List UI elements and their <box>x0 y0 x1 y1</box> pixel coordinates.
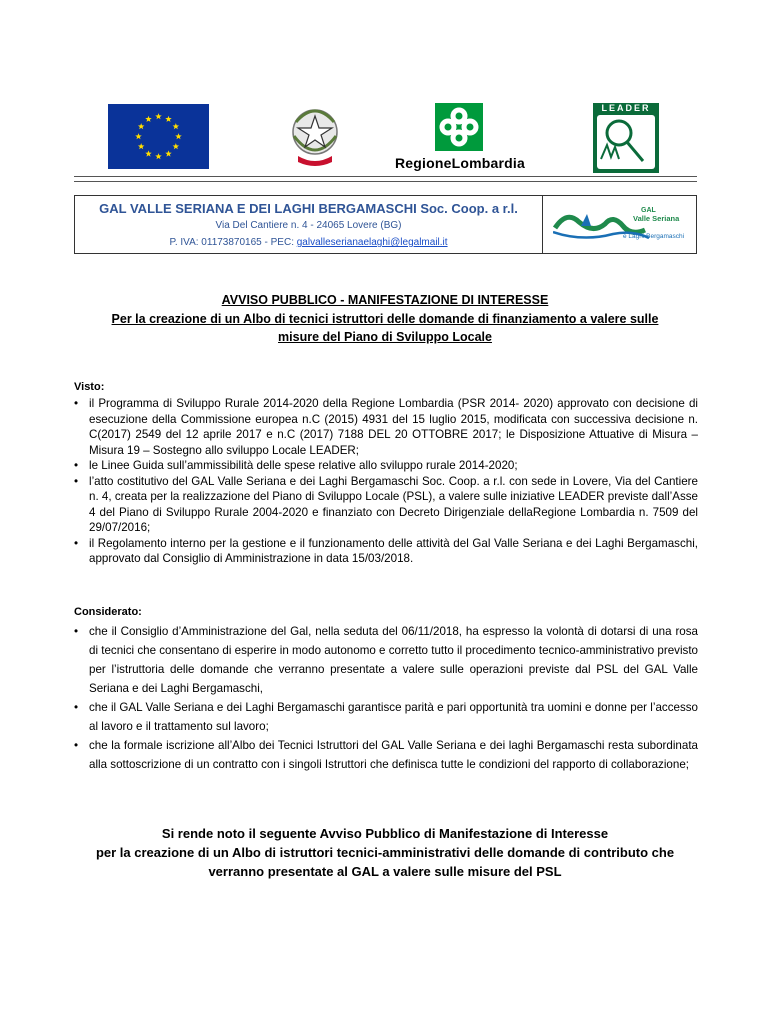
closing-line1: Si rende noto il seguente Avviso Pubblico di Manifestazione di Interesse <box>161 826 609 841</box>
visto-list <box>74 396 698 567</box>
list-item: • che il GAL Valle Seriana e dei Laghi Bergamaschi garantisce parità e pari opportunità tra uomini e donne per l’accesso al lavoro e il trattamento sul lavoro; <box>74 698 698 736</box>
list-item: • il Programma di Sviluppo Rurale 2014-2020 della Regione Lombardia (PSR 2014- 2020) approvato con decisione di esecuzione della Commissione europea n.C (2015) 4931 del 15 luglio 2015, modificata con successiva decisione n. C(2017) 2549 del 12 aprile 2017 e n.C (2017) 7188 DEL 20 OTTOBRE 2017; le Disposizione Attuative di Misura – Misura 19 – Sostegno allo sviluppo Locale LEADER; <box>74 396 698 458</box>
list-item: • che la formale iscrizione all’Albo dei Tecnici Istruttori del GAL Valle Seriana e dei laghi Bergamaschi resta subordinata alla sottoscrizione di un contratto con i singoli Istruttori che definisca tutte le condizioni del rapporto di collaborazione; <box>74 736 698 774</box>
notice-subtitle-line2: misure del Piano di Sviluppo Locale <box>278 330 492 344</box>
list-item: • che il Consiglio d’Amministrazione del Gal, nella seduta del 06/11/2018, ha espresso la volontà di dotarsi di una rosa di tecnici che consentano di esperire in modo autonomo e corretto tutto il procedimento tecnico-amministrativo previsto per l’istruttoria delle domande che verranno presentate a valere sulle operazioni previste dal PSL del GAL Valle Seriana e dei Laghi Bergamaschi, <box>74 622 698 698</box>
eu-star-icon <box>173 123 179 129</box>
lombardia-wordmark: RegioneLombardia <box>395 155 525 171</box>
gal-header-box <box>74 195 697 254</box>
visto-label: Visto: <box>74 381 105 393</box>
eu-star-icon <box>155 113 161 119</box>
considerato-list <box>74 622 698 774</box>
closing-line3: verranno presentate al GAL a valere sulle misure del PSL <box>208 864 562 879</box>
closing-line2: per la creazione di un Albo di istruttori tecnici-amministrativi delle domande di contributo che <box>95 845 675 860</box>
lombardia-cross-icon <box>435 103 483 151</box>
header-rule-top <box>74 176 697 177</box>
leader-label: LEADER <box>601 103 651 113</box>
eu-star-icon <box>155 153 161 159</box>
leader-emblem-icon <box>597 115 655 169</box>
eu-flag-icon <box>108 104 209 169</box>
header-divider <box>542 196 543 253</box>
eu-star-icon <box>175 133 181 139</box>
eu-star-icon <box>145 116 151 122</box>
eu-star-icon <box>138 123 144 129</box>
leader-logo <box>593 103 659 173</box>
gal-logo-line1: GAL <box>641 207 656 214</box>
italian-republic-emblem-icon <box>284 102 346 170</box>
gal-logo-line2: Valle Seriana <box>633 214 680 223</box>
list-item: • il Regolamento interno per la gestione e il funzionamento delle attività del Gal Valle Seriana e dei Laghi Bergamaschi, approvato dal Consiglio di Amministrazione in data 15/03/2018. <box>74 536 698 567</box>
gal-pec-link[interactable]: galvalleserianaelaghi@legalmail.it <box>296 237 448 248</box>
eu-star-icon <box>173 143 179 149</box>
sail-icon <box>581 214 591 226</box>
list-item: • l’atto costitutivo del GAL Valle Seriana e dei Laghi Bergamaschi Soc. Coop. a r.l. con sede in Lovere, Via del Cantiere n. 4, creata per la realizzazione del Piano di Sviluppo Locale (PSL), a valere sulle iniziative LEADER previste dall’Asse 4 del Piano di Sviluppo Rurale 2004-2020 e finanziato con Decreto Dirigenziale dellaRegione Lombardia n. 7509 del 29/07/2016; <box>74 474 698 536</box>
notice-title: AVVISO PUBBLICO - MANIFESTAZIONE DI INTERESSE <box>221 293 549 307</box>
eu-stars <box>108 104 209 169</box>
regione-lombardia-logo <box>390 103 530 173</box>
gal-piva-pec <box>75 237 542 248</box>
gal-logo-line3: e Laghi Bergamaschi <box>623 233 685 240</box>
header-rule-bottom <box>74 181 697 182</box>
list-item: • le Linee Guida sull’ammissibilità delle spese relative allo sviluppo rurale 2014-2020; <box>74 458 698 474</box>
notice-subtitle-line1: Per la creazione di un Albo di tecnici istruttori delle domande di finanziamento a valere sulle <box>111 312 659 326</box>
eu-star-icon <box>135 133 141 139</box>
eu-star-icon <box>165 116 171 122</box>
gal-address: Via Del Cantiere n. 4 - 24065 Lovere (BG) <box>215 220 402 231</box>
eu-star-icon <box>165 150 171 156</box>
gal-piva: P. IVA: 01173870165 - PEC: <box>169 237 297 248</box>
eu-star-icon <box>138 143 144 149</box>
gal-name: GAL VALLE SERIANA E DEI LAGHI BERGAMASCHI Soc. Coop. a r.l. <box>99 201 518 216</box>
eu-star-icon <box>145 150 151 156</box>
considerato-label: Considerato: <box>74 606 142 618</box>
gal-logo <box>553 202 691 246</box>
